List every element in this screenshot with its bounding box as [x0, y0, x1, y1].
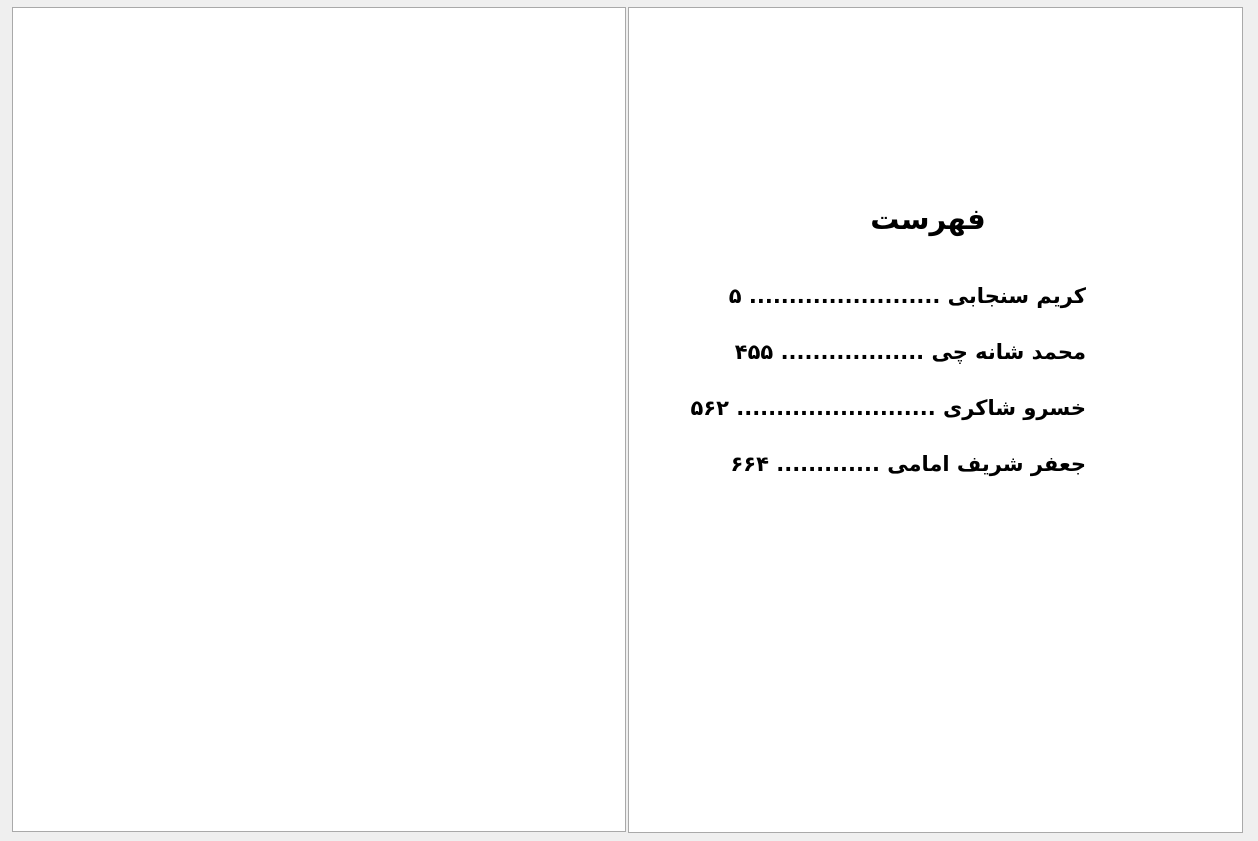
toc-title: فهرست — [870, 202, 986, 236]
toc-entry — [690, 390, 1086, 446]
toc-entry-dots: .................. — [780, 340, 925, 364]
toc-entry-page: ۶۶۴ — [730, 452, 769, 476]
toc-page-right — [628, 7, 1243, 833]
toc-entry-dots: ............. — [776, 452, 880, 476]
toc-entry — [734, 334, 1086, 390]
toc-entry-page: ۵۶۲ — [690, 396, 729, 420]
toc-entry-name: کریم سنجابی — [947, 284, 1086, 308]
toc-entry — [730, 446, 1086, 502]
toc-entry — [728, 278, 1086, 334]
blank-page-left — [12, 7, 626, 832]
toc-entry-dots: ........................ — [748, 284, 941, 308]
toc-list — [690, 278, 1086, 502]
toc-entry-name: جعفر شریف امامی — [887, 452, 1086, 476]
toc-entry-name: خسرو شاکری — [943, 396, 1086, 420]
toc-entry-page: ۵ — [728, 284, 742, 308]
toc-entry-name: محمد شانه چی — [931, 340, 1086, 364]
toc-entry-dots: ......................... — [736, 396, 936, 420]
toc-entry-page: ۴۵۵ — [734, 340, 774, 364]
